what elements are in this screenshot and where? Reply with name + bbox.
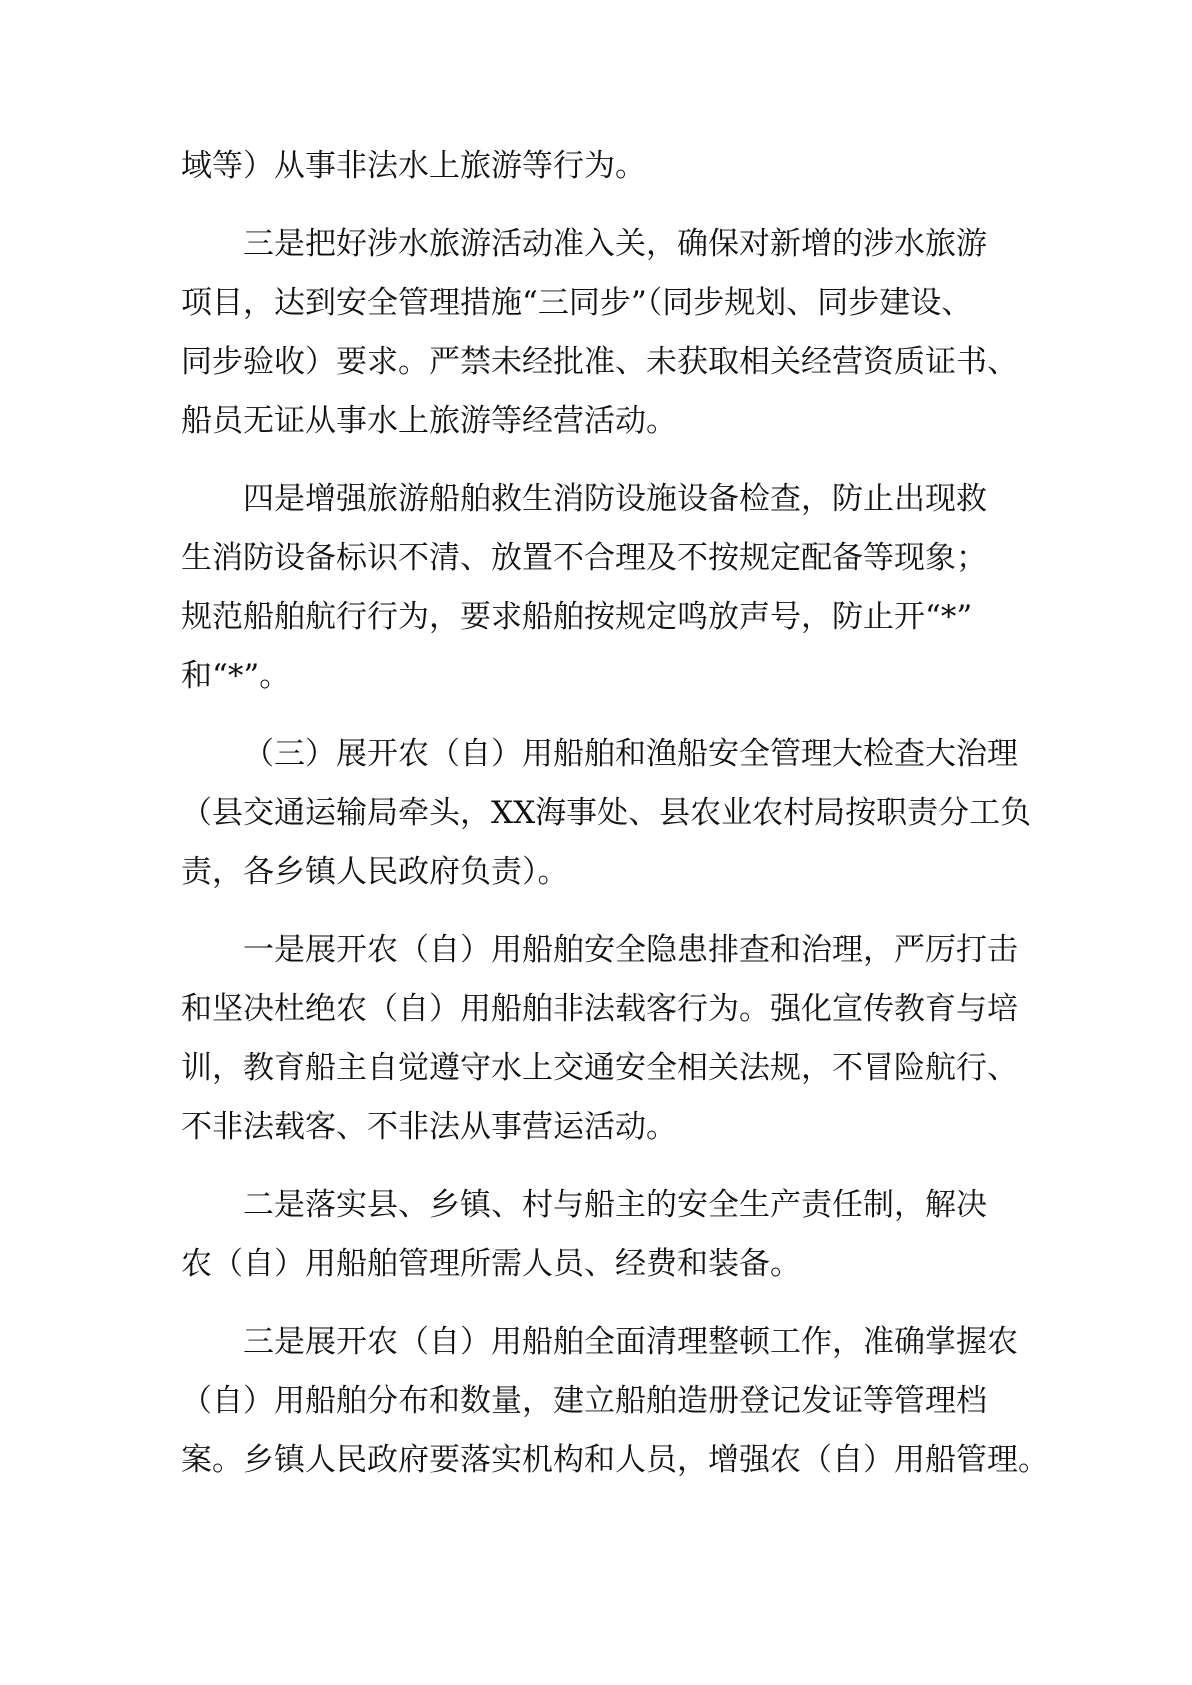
text-line: 三是把好涉水旅游活动准入关，确保对新增的涉水旅游 (243, 226, 987, 262)
text-line: 和坚决杜绝农（自）用船舶非法载客行为。强化宣传教育与培 (181, 991, 1018, 1027)
paragraph-rectification (181, 1313, 1049, 1490)
text-line: （三）展开农（自）用船舶和渔船安全管理大检查大治理 (243, 736, 1018, 772)
text-line: 一是展开农（自）用船舶安全隐患排查和治理，严厉打击 (243, 932, 1018, 968)
text-line: 同步验收）要求。严禁未经批准、未获取相关经营资质证书、 (181, 344, 1018, 380)
paragraph-responsibility (181, 1176, 1024, 1294)
paragraph-continuation (181, 137, 1024, 196)
text-line: 规范船舶航行行为，要求船舶按规定鸣放声号，防止开“*” (181, 599, 973, 635)
text-line: 生消防设备标识不清、放置不合理及不按规定配备等现象； (181, 540, 987, 576)
text-line: 三是展开农（自）用船舶全面清理整顿工作，准确掌握农 (243, 1324, 1018, 1360)
text-line: 四是增强旅游船舶救生消防设施设备检查，防止出现救 (243, 481, 987, 517)
paragraph-equipment-check (181, 470, 1024, 706)
text-line: 农（自）用船舶管理所需人员、经费和装备。 (181, 1246, 801, 1282)
text-line: 二是落实县、乡镇、村与船主的安全生产责任制，解决 (243, 1187, 987, 1223)
text-line: 船员无证从事水上旅游等经营活动。 (181, 403, 677, 439)
text-line: 项目，达到安全管理措施“三同步”（同步规划、同步建设、 (181, 285, 973, 321)
paragraph-tourism-access (181, 215, 1024, 451)
document-body (181, 137, 1049, 1490)
text-line: 和“*”。 (181, 658, 291, 694)
text-line: （县交通运输局牵头，XX海事处、县农业农村局按职责分工负 (181, 795, 1032, 831)
text-line: 不非法载客、不非法从事营运活动。 (181, 1109, 677, 1145)
text-line: 域等）从事非法水上旅游等行为。 (181, 148, 646, 184)
text-line: 训，教育船主自觉遵守水上交通安全相关法规，不冒险航行、 (181, 1050, 1018, 1086)
text-line: 责，各乡镇人民政府负责）。 (181, 854, 569, 890)
text-line: （自）用船舶分布和数量，建立船舶造册登记发证等管理档 (181, 1383, 987, 1419)
text-line: 案。乡镇人民政府要落实机构和人员，增强农（自）用船管理。 (181, 1442, 1049, 1478)
paragraph-hazard-inspection (181, 921, 1024, 1157)
paragraph-section-heading (181, 725, 1032, 902)
